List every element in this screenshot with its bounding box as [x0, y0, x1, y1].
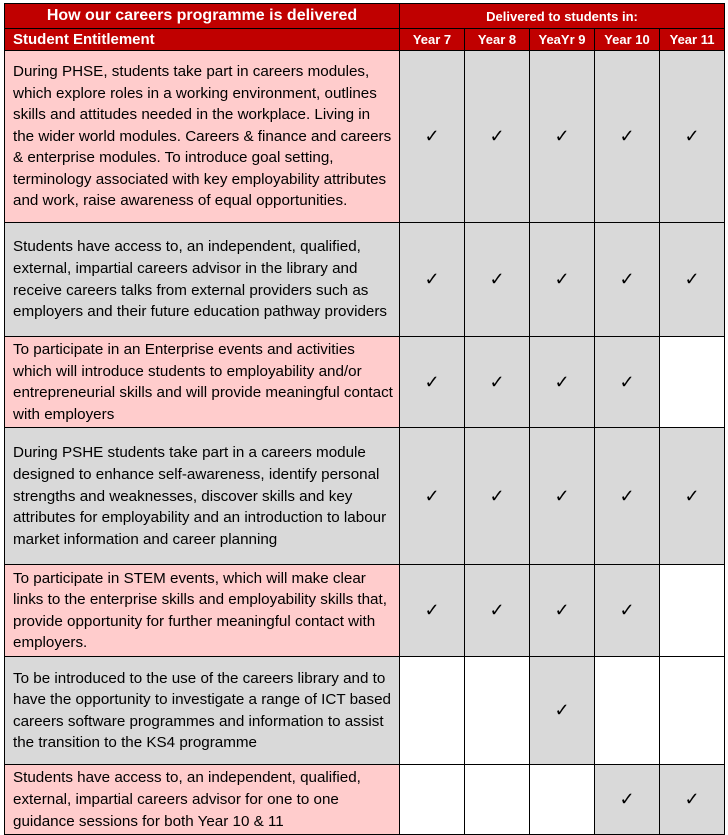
checkmark-icon: ✓	[424, 126, 440, 146]
check-cell	[400, 428, 465, 565]
checkmark-icon: ✓	[554, 485, 570, 506]
checkmark-icon: ✓	[489, 126, 505, 146]
check-cell	[530, 51, 595, 223]
check-cell	[595, 223, 660, 337]
table-row	[5, 337, 725, 428]
check-cell	[465, 428, 530, 565]
empty-cell	[595, 657, 660, 765]
empty-cell	[660, 657, 725, 765]
check-cell	[660, 765, 725, 835]
table-row	[5, 765, 725, 835]
checkmark-icon: ✓	[684, 126, 700, 146]
check-cell	[595, 765, 660, 835]
check-cell	[465, 337, 530, 428]
checkmark-icon: ✓	[424, 485, 440, 506]
entitlement-text: Students have access to, an independent, qualified, external, impartial careers advisor in the library and receive careers talks from external providers such as employers and their future education pathway providers	[5, 223, 400, 337]
check-cell	[595, 51, 660, 223]
check-cell	[400, 337, 465, 428]
year-8-header: Year 8	[465, 29, 530, 51]
check-cell	[400, 223, 465, 337]
entitlement-text: To participate in an Enterprise events and activities which will introduce students to employability and/or entrepreneurial skills and will provide meaningful contact with employers	[5, 337, 400, 428]
checkmark-icon: ✓	[424, 600, 440, 621]
checkmark-icon: ✓	[619, 126, 635, 146]
checkmark-icon: ✓	[489, 600, 505, 621]
table-row	[5, 51, 725, 223]
check-cell	[595, 428, 660, 565]
checkmark-icon: ✓	[554, 600, 570, 621]
checkmark-icon: ✓	[554, 371, 570, 392]
empty-cell	[400, 765, 465, 835]
checkmark-icon: ✓	[684, 789, 700, 810]
checkmark-icon: ✓	[489, 371, 505, 392]
checkmark-icon: ✓	[554, 126, 570, 146]
check-cell	[530, 657, 595, 765]
check-cell	[530, 565, 595, 657]
check-cell	[465, 51, 530, 223]
entitlement-text: During PHSE, students take part in careers modules, which explore roles in a working environment, outlines skills and attitudes needed in the workplace. Living in the wider world modules. Careers & finance and careers & enterprise modules. To introduce goal setting, terminology associated with key employability attributes and work, raise awareness of equal opportunities.	[5, 51, 400, 223]
table-row	[5, 223, 725, 337]
checkmark-icon: ✓	[619, 269, 635, 289]
empty-cell	[465, 657, 530, 765]
checkmark-icon: ✓	[619, 600, 635, 621]
checkmark-icon: ✓	[684, 269, 700, 289]
year-9-header: YeaYr 9	[530, 29, 595, 51]
table-row	[5, 428, 725, 565]
checkmark-icon: ✓	[619, 485, 635, 506]
entitlement-label: Student Entitlement	[5, 29, 400, 51]
entitlement-text: During PSHE students take part in a careers module designed to enhance self-awareness, identify personal strengths and weaknesses, discover skills and key attributes for employability and an introduction to labour market information and career planning	[5, 428, 400, 565]
empty-cell	[530, 765, 595, 835]
checkmark-icon: ✓	[619, 371, 635, 392]
empty-cell	[465, 765, 530, 835]
checkmark-icon: ✓	[554, 269, 570, 289]
check-cell	[465, 565, 530, 657]
year-11-header: Year 11	[660, 29, 725, 51]
entitlement-text: To participate in STEM events, which will make clear links to the enterprise skills and employability skills that, provide opportunity for further meaningful contact with employers.	[5, 565, 400, 657]
table-row	[5, 657, 725, 765]
year-7-header: Year 7	[400, 29, 465, 51]
check-cell	[660, 223, 725, 337]
check-cell	[595, 565, 660, 657]
entitlement-text: Students have access to, an independent, qualified, external, impartial careers advisor for one to one guidance sessions for both Year 10 & 11	[5, 765, 400, 835]
checkmark-icon: ✓	[489, 269, 505, 289]
check-cell	[400, 565, 465, 657]
header-row-title	[5, 4, 725, 29]
check-cell	[660, 428, 725, 565]
entitlement-text: To be introduced to the use of the careers library and to have the opportunity to investigate a range of ICT based careers software programmes and information to assist the transition to the KS4 programme	[5, 657, 400, 765]
checkmark-icon: ✓	[619, 789, 635, 810]
header-row-years	[5, 29, 725, 51]
careers-programme-table	[4, 3, 725, 835]
checkmark-icon: ✓	[424, 269, 440, 289]
check-cell	[400, 51, 465, 223]
check-cell	[530, 223, 595, 337]
check-cell	[465, 223, 530, 337]
check-cell	[595, 337, 660, 428]
checkmark-icon: ✓	[684, 485, 700, 506]
empty-cell	[660, 337, 725, 428]
delivered-label: Delivered to students in:	[400, 4, 725, 29]
check-cell	[660, 51, 725, 223]
year-10-header: Year 10	[595, 29, 660, 51]
table-title: How our careers programme is delivered	[5, 4, 400, 29]
checkmark-icon: ✓	[554, 700, 570, 721]
checkmark-icon: ✓	[489, 485, 505, 506]
empty-cell	[400, 657, 465, 765]
check-cell	[530, 337, 595, 428]
check-cell	[530, 428, 595, 565]
checkmark-icon: ✓	[424, 371, 440, 392]
table-row	[5, 565, 725, 657]
empty-cell	[660, 565, 725, 657]
